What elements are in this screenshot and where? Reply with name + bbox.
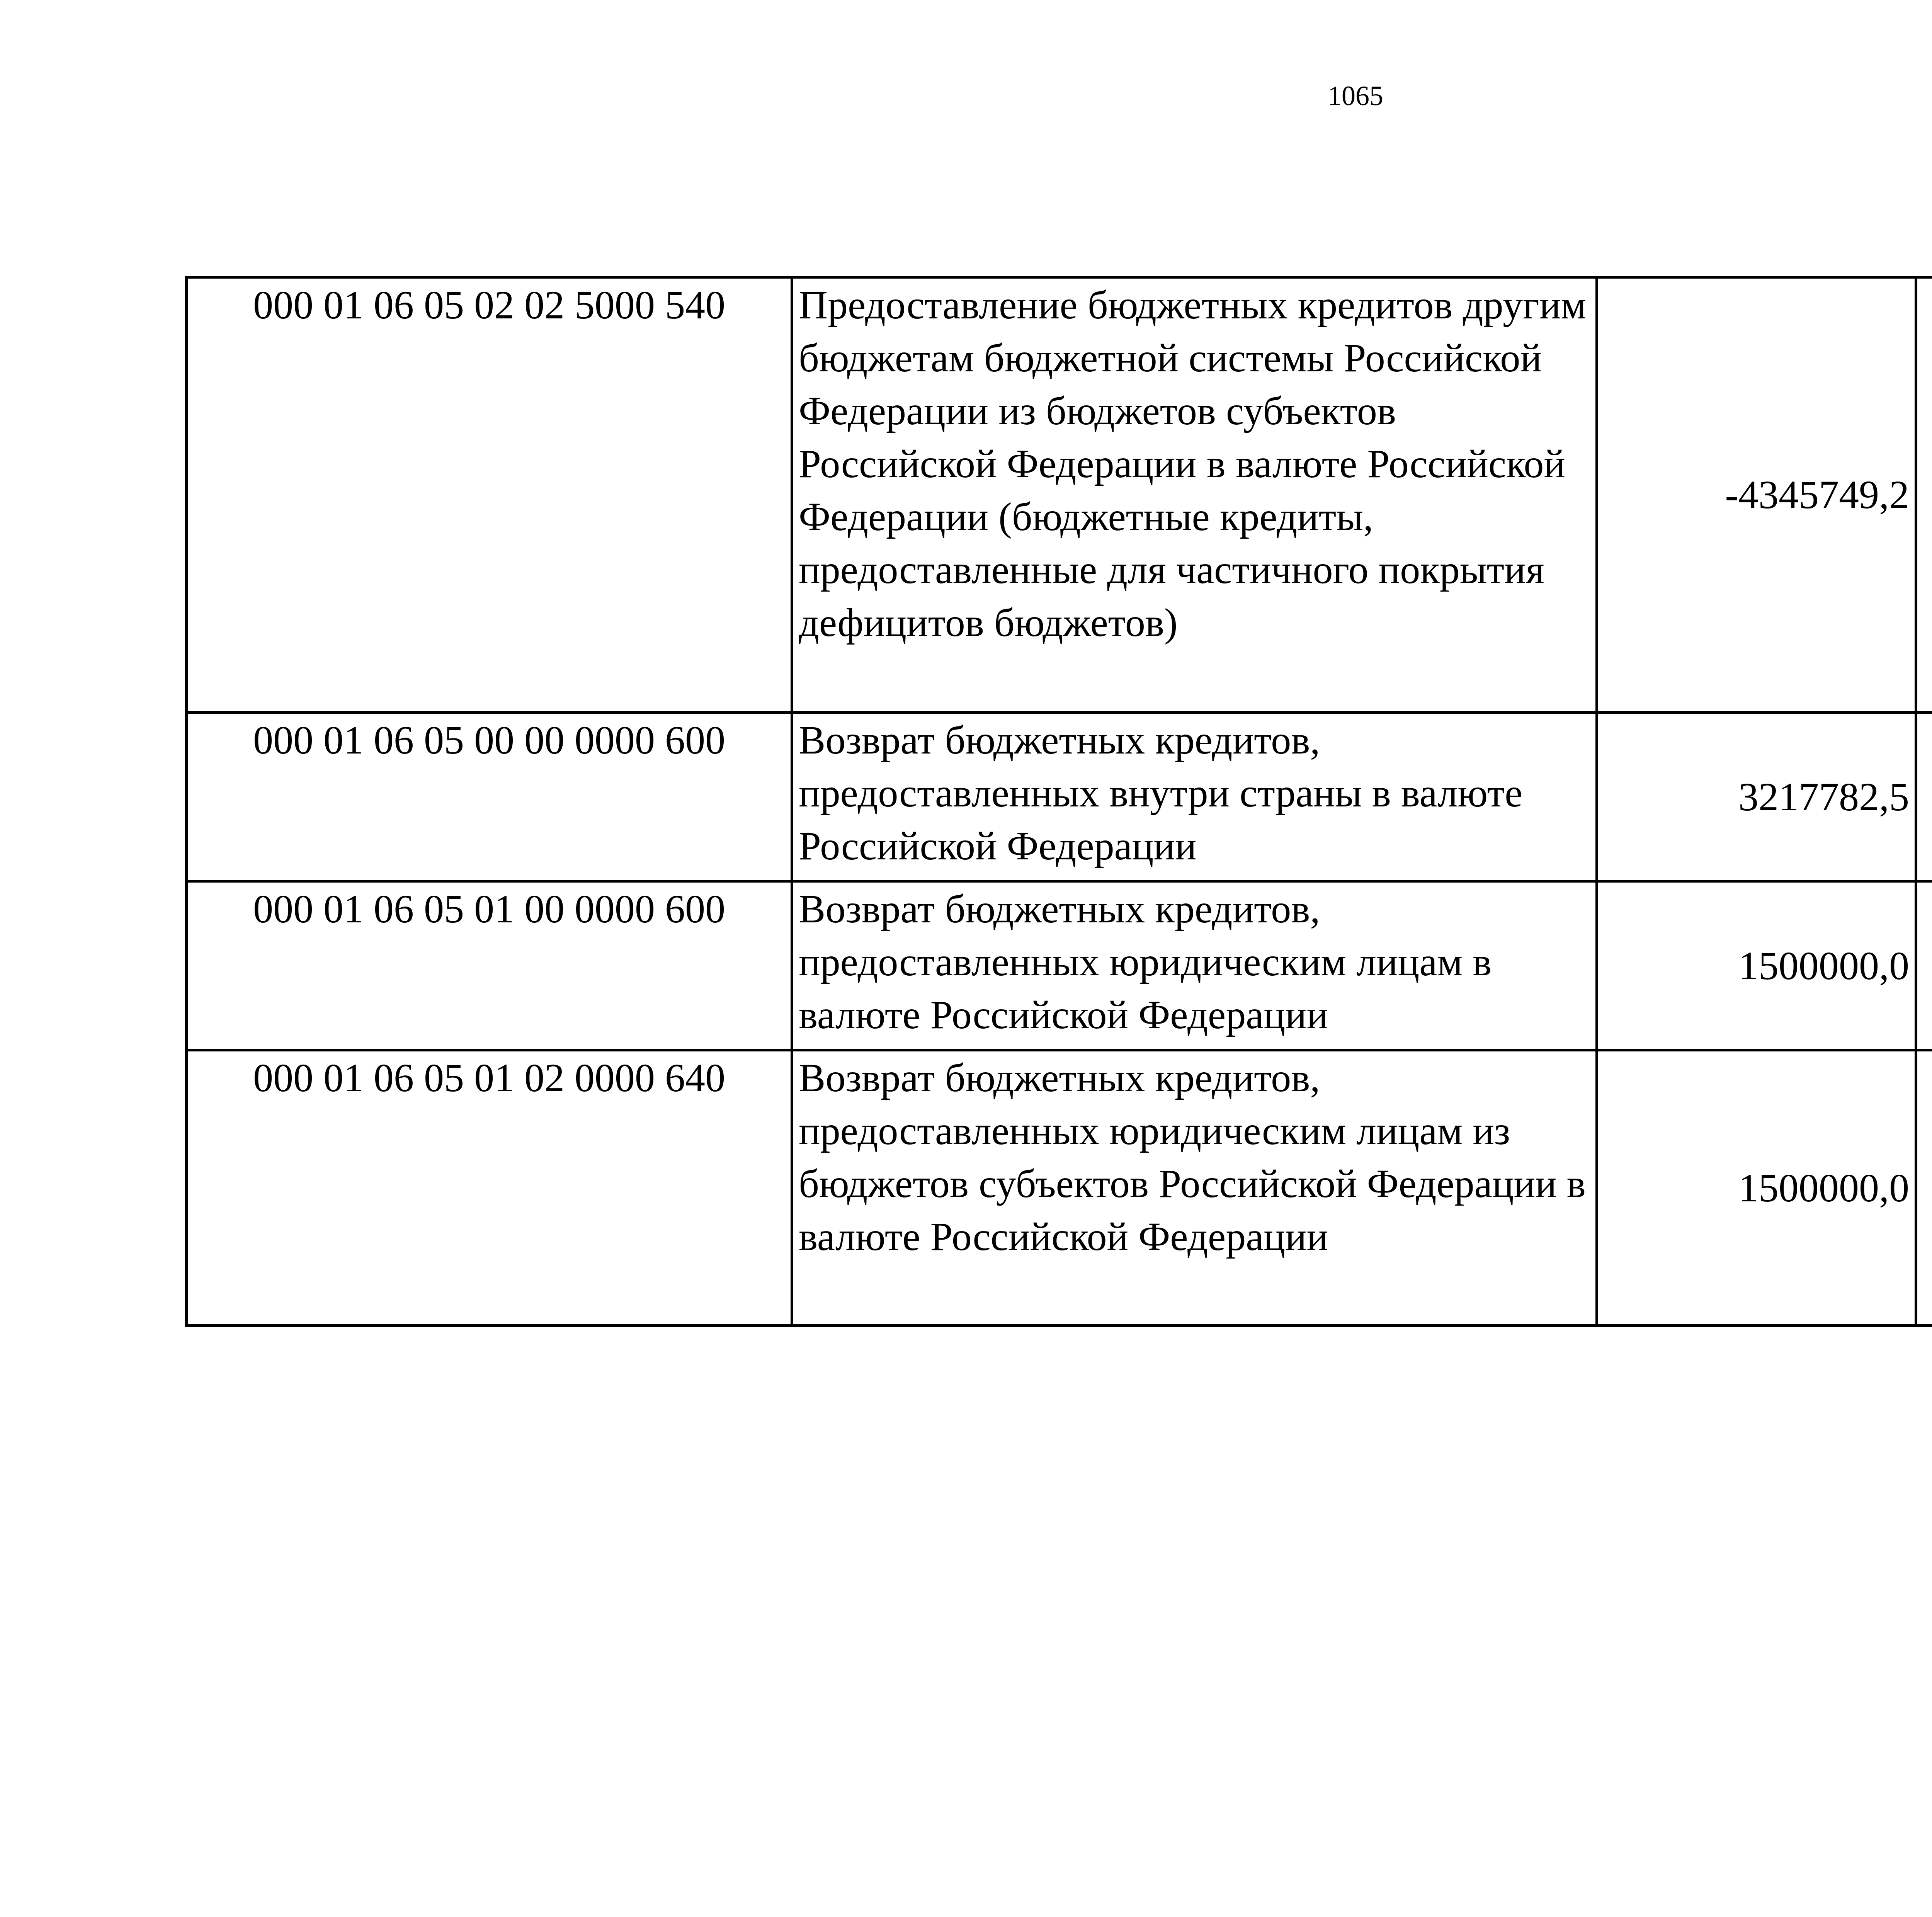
value-cell-2 (1916, 1050, 1932, 1326)
value-cell-1: -4345749,2 (1597, 277, 1916, 713)
description-cell: Возврат бюджетных кредитов, предоставленных юридическим лицам в валюте Российской Федерации (792, 881, 1597, 1050)
budget-sources-table (185, 276, 1932, 1327)
table-row (187, 881, 1932, 1050)
description-cell: Предоставление бюджетных кредитов другим бюджетам бюджетной системы Российской Федерации из бюджетов субъектов Российской Федерации в валюте Российской Федерации (бюджетные кредиты, предоставленные для частичного покрытия дефицитов бюджетов) (792, 277, 1597, 713)
description-cell: Возврат бюджетных кредитов, предоставленных юридическим лицам из бюджетов субъектов Российской Федерации в валюте Российской Федерации (792, 1050, 1597, 1326)
value-cell-1: 1500000,0 (1597, 881, 1916, 1050)
value-cell-2 (1916, 277, 1932, 713)
value-cell-1: 3217782,5 (1597, 713, 1916, 881)
description-cell: Возврат бюджетных кредитов, предоставленных внутри страны в валюте Российской Федерации (792, 713, 1597, 881)
budget-code-cell: 000 01 06 05 00 00 0000 600 (187, 713, 792, 881)
budget-code-cell: 000 01 06 05 02 02 5000 540 (187, 277, 792, 713)
value-cell-2 (1916, 881, 1932, 1050)
table-row (187, 277, 1932, 713)
value-cell-1: 1500000,0 (1597, 1050, 1916, 1326)
table-row (187, 1050, 1932, 1326)
budget-code-cell: 000 01 06 05 01 02 0000 640 (187, 1050, 792, 1326)
page-number: 1065 (1328, 80, 1383, 111)
table-row (187, 713, 1932, 881)
budget-code-cell: 000 01 06 05 01 00 0000 600 (187, 881, 792, 1050)
value-cell-2 (1916, 713, 1932, 881)
